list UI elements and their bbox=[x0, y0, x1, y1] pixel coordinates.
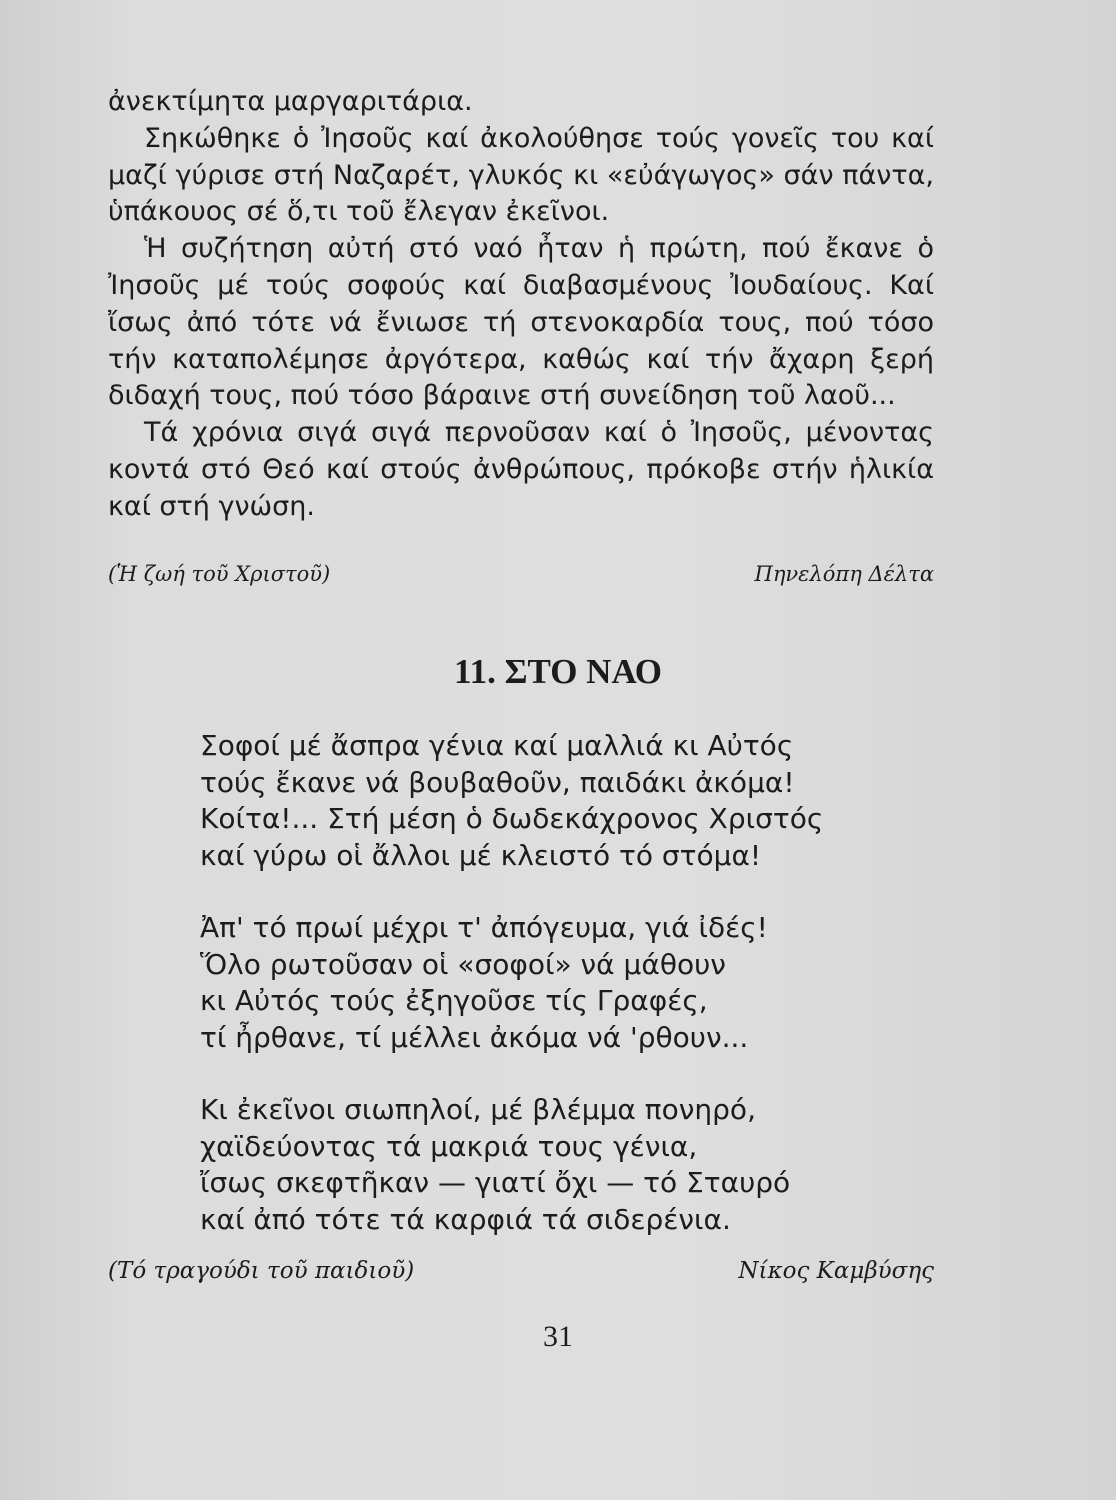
poem-line: ἴσως σκεφτῆκαν — γιατί ὄχι — τό Σταυρό bbox=[200, 1166, 791, 1199]
poem-attribution bbox=[108, 1258, 934, 1284]
attribution-source: (Τό τραγούδι τοῦ παιδιοῦ) bbox=[108, 1258, 415, 1284]
poem-line: καί γύρω οἱ ἄλλοι μέ κλειστό τό στόμα! bbox=[200, 838, 762, 872]
prose-attribution bbox=[108, 562, 934, 586]
poem-line: Κοίτα!... Στή μέση ὁ δωδεκάχρονος Χριστός bbox=[200, 802, 824, 835]
poem-line: κι Αὐτός τούς ἐξηγοῦσε τίς Γραφές, bbox=[200, 984, 708, 1017]
poem-title: 11. ΣΤΟ ΝΑΟ bbox=[454, 652, 662, 691]
prose-paragraph: ἀνεκτίμητα μαργαριτάρια. bbox=[108, 86, 473, 117]
prose-paragraph: Σηκώθηκε ὁ Ἰησοῦς καί ἀκολούθησε τούς γονεῖς του καί μαζί γύρισε στή Ναζαρέτ, γλυκός κι «εὐάγωγος» σάν πάντα, ὑπάκουος σέ ὅ,τι τοῦ ἔλεγαν ἐκεῖνοι. bbox=[108, 122, 934, 228]
prose-paragraph: Ἡ συζήτηση αὐτή στό ναό ἦταν ἡ πρώτη, πού ἔκανε ὁ Ἰησοῦς μέ τούς σοφούς καί διαβασμένους Ἰουδαίους. Καί ἴσως ἀπό τότε νά ἔνιωσε τή στενοκαρδία τους, πού τόσο τήν καταπολέμησε ἀργότερα, καθώς καί τήν ἄχαρη ξερή διδαχή τους, πού τόσο βάραινε στή συνείδηση τοῦ λαοῦ... bbox=[108, 233, 934, 412]
poem-line: Ὅλο ρωτοῦσαν οἱ «σοφοί» νά μάθουν bbox=[200, 947, 726, 981]
poem-line: χαϊδεύοντας τά μακριά τους γένια, bbox=[200, 1129, 698, 1163]
poem-stanza bbox=[200, 1092, 920, 1238]
poem-line: Ἀπ' τό πρωί μέχρι τ' ἀπόγευμα, γιά ἰδές! bbox=[200, 911, 768, 944]
page-number: 31 bbox=[543, 1320, 573, 1353]
poem-stanza bbox=[200, 910, 920, 1056]
prose-text bbox=[108, 84, 934, 526]
attribution-source: (Ἡ ζωή τοῦ Χριστοῦ) bbox=[108, 562, 331, 586]
poem-stanza bbox=[200, 728, 920, 874]
attribution-author: Νίκος Καμβύσης bbox=[738, 1258, 934, 1284]
poem-line: Κι ἐκεῖνοι σιωπηλοί, μέ βλέμμα πονηρό, bbox=[200, 1093, 756, 1126]
prose-paragraph: Τά χρόνια σιγά σιγά περνοῦσαν καί ὁ Ἰησοῦς, μένοντας κοντά στό Θεό καί στούς ἀνθρώπους, πρόκοβε στήν ἡλικία καί στή γνώση. bbox=[108, 417, 934, 522]
poem-line: Σοφοί μέ ἄσπρα γένια καί μαλλιά κι Αὐτός bbox=[200, 729, 794, 762]
attribution-author: Πηνελόπη Δέλτα bbox=[754, 562, 934, 586]
poem-body bbox=[200, 728, 920, 1274]
poem-line: τί ἦρθανε, τί μέλλει ἀκόμα νά 'ρθουν... bbox=[200, 1020, 749, 1054]
poem-line: καί ἀπό τότε τά καρφιά τά σιδερένια. bbox=[200, 1202, 731, 1236]
poem-line: τούς ἔκανε νά βουβαθοῦν, παιδάκι ἀκόμα! bbox=[200, 765, 795, 799]
